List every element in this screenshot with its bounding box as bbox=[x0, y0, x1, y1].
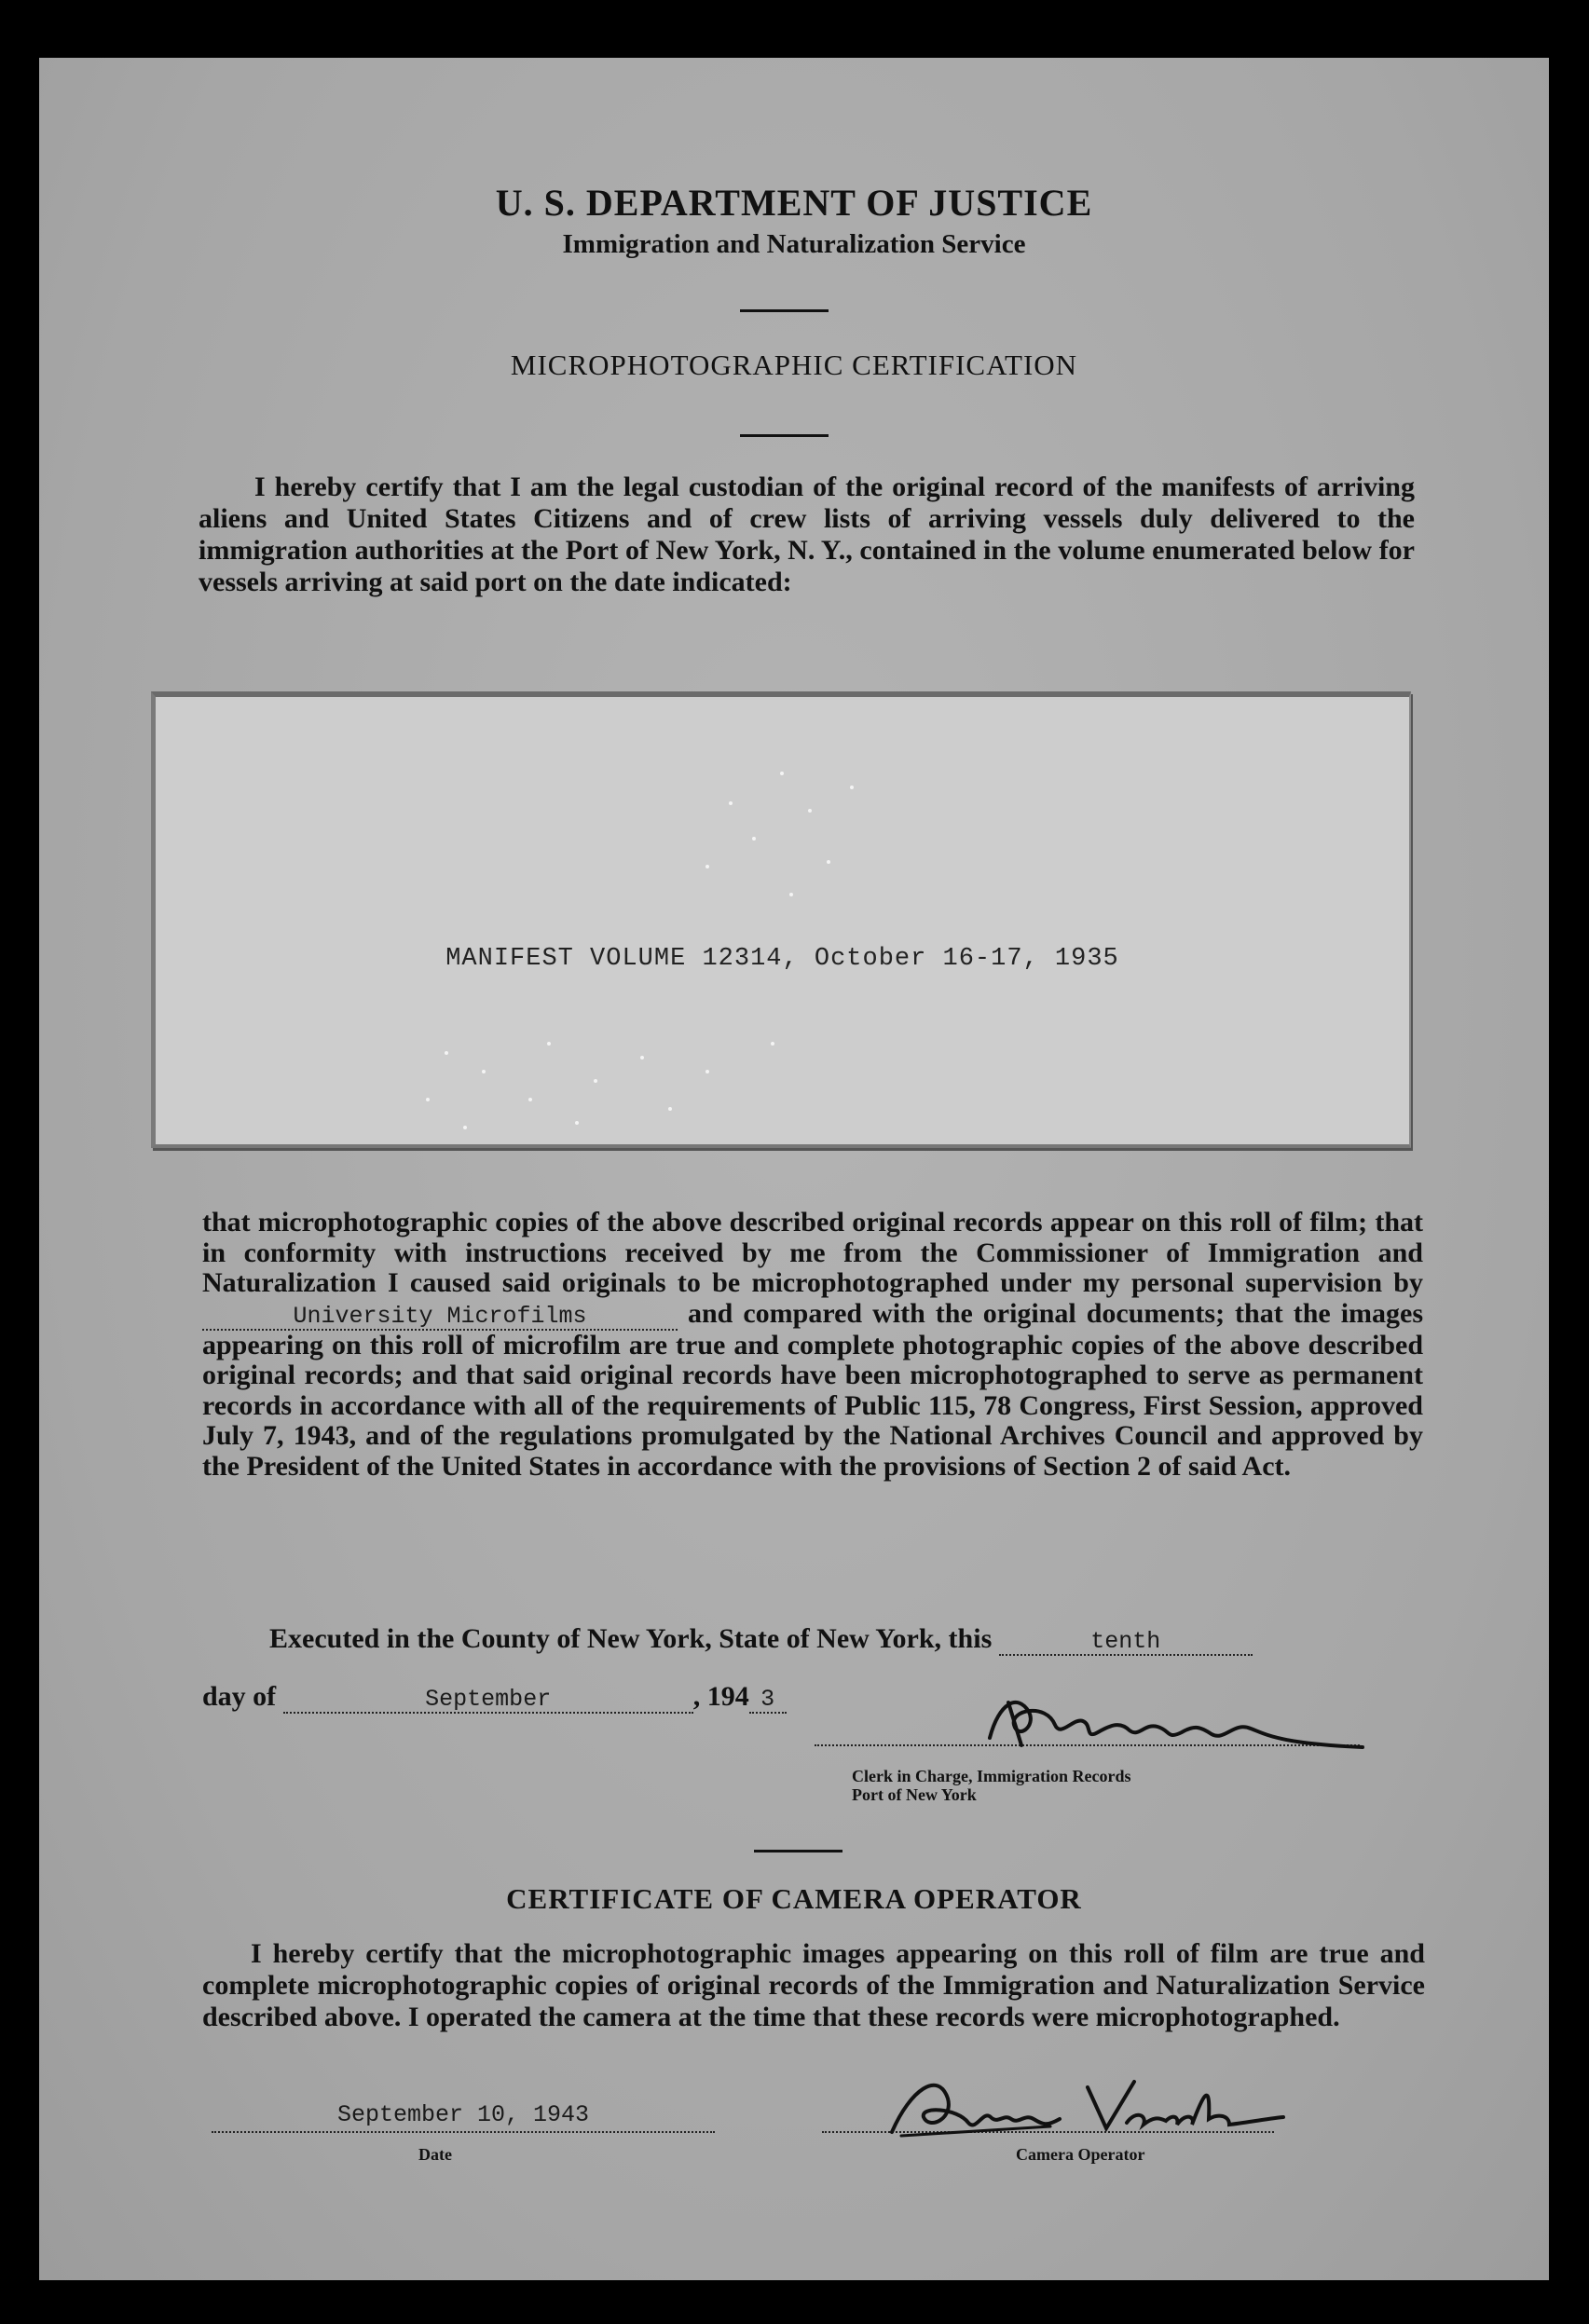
year-field: 3 bbox=[749, 1688, 787, 1714]
certification-title: MICROPHOTOGRAPHIC CERTIFICATION bbox=[510, 349, 1078, 381]
statement-part2: and compared with the original documents; that the images appearing on this roll of microfilm are true and complete photographic copies of the above described original records; and that said original records have been microphotographed to serve as permanent records in accordance with all of the requirements of Public 115, 78 Congress, First Session, approved July 7, 1943, and of the regulations promulgated by the National Archives Council and approved by the President of the United States in accordance with the provisions of Section 2 of said Act. bbox=[202, 1297, 1424, 1482]
operator-label: Camera Operator bbox=[1016, 2145, 1145, 2164]
manifest-volume-text: MANIFEST VOLUME 12314, October 16-17, 1935 bbox=[445, 945, 1119, 973]
operator-signature bbox=[883, 2061, 1293, 2145]
clerk-title-line2: Port of New York bbox=[852, 1785, 977, 1804]
day-of-line bbox=[202, 1681, 787, 1714]
day-of-label: day of bbox=[202, 1681, 277, 1712]
camera-operator-title: CERTIFICATE OF CAMERA OPERATOR bbox=[506, 1882, 1082, 1915]
clerk-title bbox=[852, 1767, 1130, 1804]
camera-operator-statement: I hereby certify that the microphotographic images appearing on this roll of film are true and complete microphotographic copies of original records of the Immigration and Naturalization Service described above. I operated the camera at the time that these records were microphotographed. bbox=[202, 1938, 1425, 2032]
divider bbox=[740, 309, 829, 312]
manifest-slip bbox=[151, 691, 1411, 1148]
microphotography-statement bbox=[202, 1208, 1423, 1482]
clerk-signature bbox=[980, 1684, 1372, 1758]
service-subheading: Immigration and Naturalization Service bbox=[562, 229, 1026, 259]
divider bbox=[740, 434, 829, 437]
day-field: tenth bbox=[999, 1630, 1253, 1656]
statement-part1: that microphotographic copies of the above described original records appear on this roll of film; that in conformity with instructions received by me from the Commissioner of Immigration and Naturalization I caused said originals to be microphotographed under my personal supervision by bbox=[202, 1207, 1423, 1298]
photographer-field: University Microfilms bbox=[202, 1305, 678, 1331]
date-field: September 10, 1943 bbox=[336, 2101, 590, 2128]
department-heading: U. S. DEPARTMENT OF JUSTICE bbox=[495, 182, 1093, 224]
date-line bbox=[212, 2131, 715, 2133]
date-label: Date bbox=[418, 2145, 452, 2164]
divider bbox=[754, 1850, 842, 1852]
custodian-statement: I hereby certify that I am the legal custodian of the original record of the manifests of arriving aliens and United States Citizens and of crew lists of arriving vessels duly delivered to the immigration authorities at the Port of New York, N. Y., contained in the volume enumerated below for vessels arriving at said port on the date indicated: bbox=[199, 472, 1415, 597]
certificate-page bbox=[39, 58, 1549, 2280]
clerk-title-line1: Clerk in Charge, Immigration Records bbox=[852, 1767, 1131, 1785]
month-field: September bbox=[283, 1688, 693, 1714]
executed-line bbox=[269, 1623, 1253, 1656]
year-prefix: , 194 bbox=[692, 1681, 749, 1712]
executed-text: Executed in the County of New York, State of New York, this bbox=[269, 1623, 993, 1654]
